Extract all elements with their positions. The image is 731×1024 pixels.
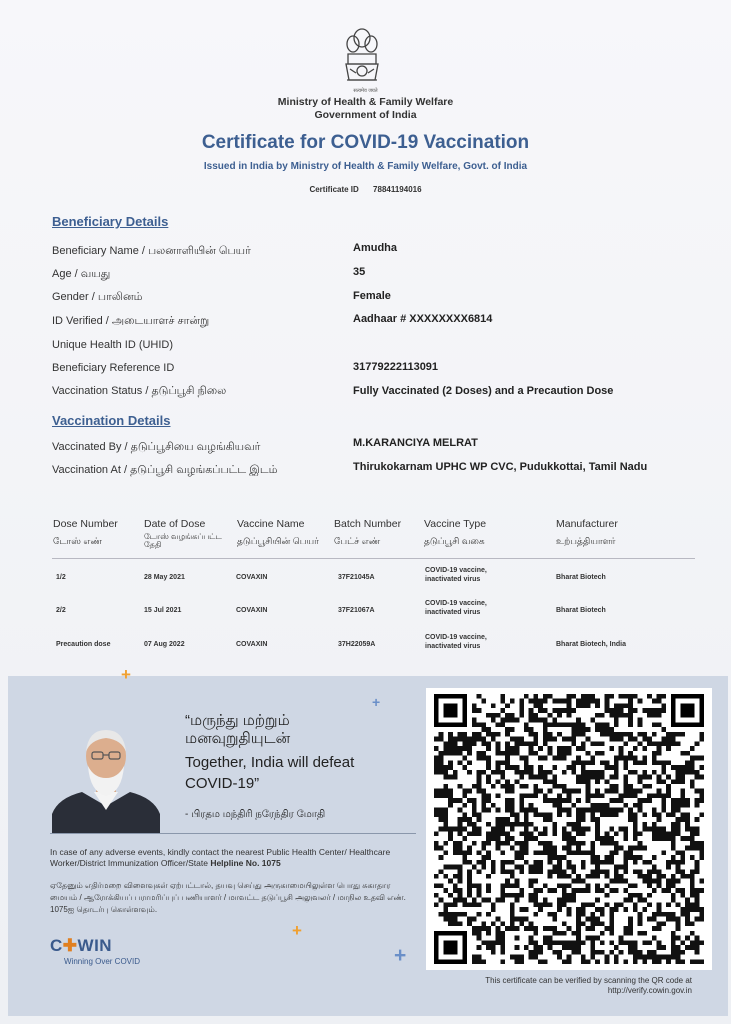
vaccination-details-heading: Vaccination Details [52,413,171,428]
col-batch-number-ta: பேட்ச் எண் [334,536,381,546]
batch-number: 37F21045A [338,574,375,581]
vaccinated-by-value: M.KARANCIYA MELRAT [353,437,478,449]
col-batch-number [334,518,401,547]
dose-number: 1/2 [56,574,66,581]
plus-decoration-icon: + [292,921,302,940]
quote-attribution: - பிரதம மந்திரி நரேந்திர மோதி [185,809,326,820]
certificate-id [0,185,731,194]
vaccine-type-line2: inactivated virus [425,609,481,616]
reference-id-value: 31779222113091 [353,361,439,373]
helpline-text-body: In case of any adverse events, kindly contact the nearest Public Health Center/ Healthcare Worker/District Immunization Officer/State [50,847,391,868]
col-date [144,518,236,549]
vaccine-type-line1: COVID-19 vaccine, [425,567,487,574]
certificate-subtitle: Issued in India by Ministry of Health & Family Welfare, Govt. of India [203,161,528,172]
vaccine-name: COVAXIN [236,574,268,581]
vaccine-type [425,566,487,584]
quote-english-line2: COVID-19” [185,775,260,792]
cowin-logo [50,936,112,956]
col-manufacturer-en: Manufacturer [556,518,618,530]
age-label: Age / வயது [52,268,111,280]
national-emblem-icon [339,24,385,96]
dose-date: 07 Aug 2022 [144,641,185,648]
col-vaccine-name [237,518,319,547]
vaccination-at-value: Thirukokarnam UPHC WP CVC, Pudukkottai, Tamil Nadu [353,461,648,473]
uhid-label: Unique Health ID (UHID) [52,339,174,351]
cowin-tagline: Winning Over COVID [64,957,141,966]
col-vaccine-name-ta: தடுப்பூசியின் பெயர் [237,536,319,546]
vaccine-type [425,633,487,651]
col-batch-number-en: Batch Number [334,518,402,530]
banner-divider [50,833,416,834]
manufacturer: Bharat Biotech, India [556,641,627,648]
vaccination-status-label: Vaccination Status / தடுப்பூசி நிலை [52,385,227,397]
verification-url: http://verify.cowin.gov.in [607,986,692,995]
dose-date: 28 May 2021 [144,574,185,581]
certificate-title: Certificate for COVID-19 Vaccination [201,132,530,153]
quote [185,712,354,794]
cowin-plus-icon: ✚ [62,936,78,955]
vaccination-at-label: Vaccination At / தடுப்பூசி வழங்கப்பட்ட இடம் [52,464,278,476]
table-divider [52,558,695,559]
beneficiary-name-value: Amudha [353,242,397,254]
plus-decoration-icon: + [121,665,131,684]
verification-line1: This certificate can be verified by scanning the QR code at [485,976,692,985]
quote-tamil-line2: மனவுறுதியுடன் [185,730,291,747]
helpline-number: Helpline No. 1075 [210,858,281,868]
plus-decoration-icon: + [394,944,407,967]
verification-note [426,976,692,996]
batch-number: 37F21067A [338,607,375,614]
quote-english-line1: Together, India will defeat [185,754,355,771]
col-vaccine-type-ta: தடுப்பூசி வகை [424,536,485,546]
certificate-id-value: 78841194016 [373,185,422,194]
batch-number: 37H22059A [338,641,376,648]
col-dose-number-ta: டோஸ் எண் [53,536,102,546]
gender-label: Gender / பாலினம் [52,291,143,303]
col-dose-number-en: Dose Number [53,518,118,530]
col-date-en: Date of Dose [144,518,206,530]
ministry-line-1: Ministry of Health & Family Welfare [277,96,454,108]
col-dose-number [53,518,118,547]
vaccinated-by-label: Vaccinated By / தடுப்பூசியை வழங்கியவர் [52,441,261,453]
cowin-logo-c: C [50,936,63,955]
dose-date: 15 Jul 2021 [144,607,182,614]
beneficiary-name-label: Beneficiary Name / பலனாளியின் பெயர் [52,245,251,257]
id-verified-label: ID Verified / அடையாளச் சான்று [52,315,210,327]
vaccine-type-line1: COVID-19 vaccine, [425,600,487,607]
col-manufacturer-ta: உற்பத்தியாளர் [556,536,616,546]
ministry-name [0,96,731,122]
beneficiary-details-heading: Beneficiary Details [52,214,169,229]
dose-number: Precaution dose [56,641,111,648]
vaccine-type-line2: inactivated virus [425,576,481,583]
vaccine-type-line2: inactivated virus [425,643,481,650]
vaccine-name: COVAXIN [236,607,268,614]
vaccine-type-line1: COVID-19 vaccine, [425,634,487,641]
dose-number: 2/2 [56,607,66,614]
ministry-line-2: Government of India [314,109,417,121]
helpline-text [50,847,410,869]
col-vaccine-name-en: Vaccine Name [237,518,305,530]
vaccine-type [425,599,487,617]
reference-id-label: Beneficiary Reference ID [52,362,175,374]
helpline-text-tamil: ஏதேனும் எதிர்மறை விளைவுகள் ஏற்பட்டால், தயவு செய்து அருகாமையிலுள்ள பொது சுகாதார மையம் / ஆரோக்கியப் பராமரிப்புப் பணியாளர் / மாவட்ட தடுப்பூசி அலுவலர் / மாநில உதவி எண். 1075ஐ தொடர்பு கொள்ளவும். [50,881,406,914]
quote-tamil-line1: “மருந்து மற்றும் [185,712,290,729]
plus-decoration-icon: + [372,694,381,710]
col-vaccine-type [424,518,486,547]
certificate-id-label: Certificate ID [309,185,359,194]
col-date-ta: டோஸ் வழங்கப்பட்ட தேதி [144,532,222,549]
emblem-motto: सत्यमेव जयते [353,88,378,94]
age-value: 35 [353,266,366,278]
manufacturer: Bharat Biotech [556,574,606,581]
id-verified-value: Aadhaar # XXXXXXXX6814 [353,313,493,325]
prime-minister-portrait-icon [50,722,162,834]
cowin-logo-text: WIN [77,936,113,955]
col-manufacturer [556,518,618,547]
gender-value: Female [353,290,391,302]
col-vaccine-type-en: Vaccine Type [424,518,487,530]
manufacturer: Bharat Biotech [556,607,606,614]
qr-code-icon [432,694,706,964]
vaccination-status-value: Fully Vaccinated (2 Doses) and a Precaution Dose [353,385,614,397]
vaccine-name: COVAXIN [236,641,268,648]
